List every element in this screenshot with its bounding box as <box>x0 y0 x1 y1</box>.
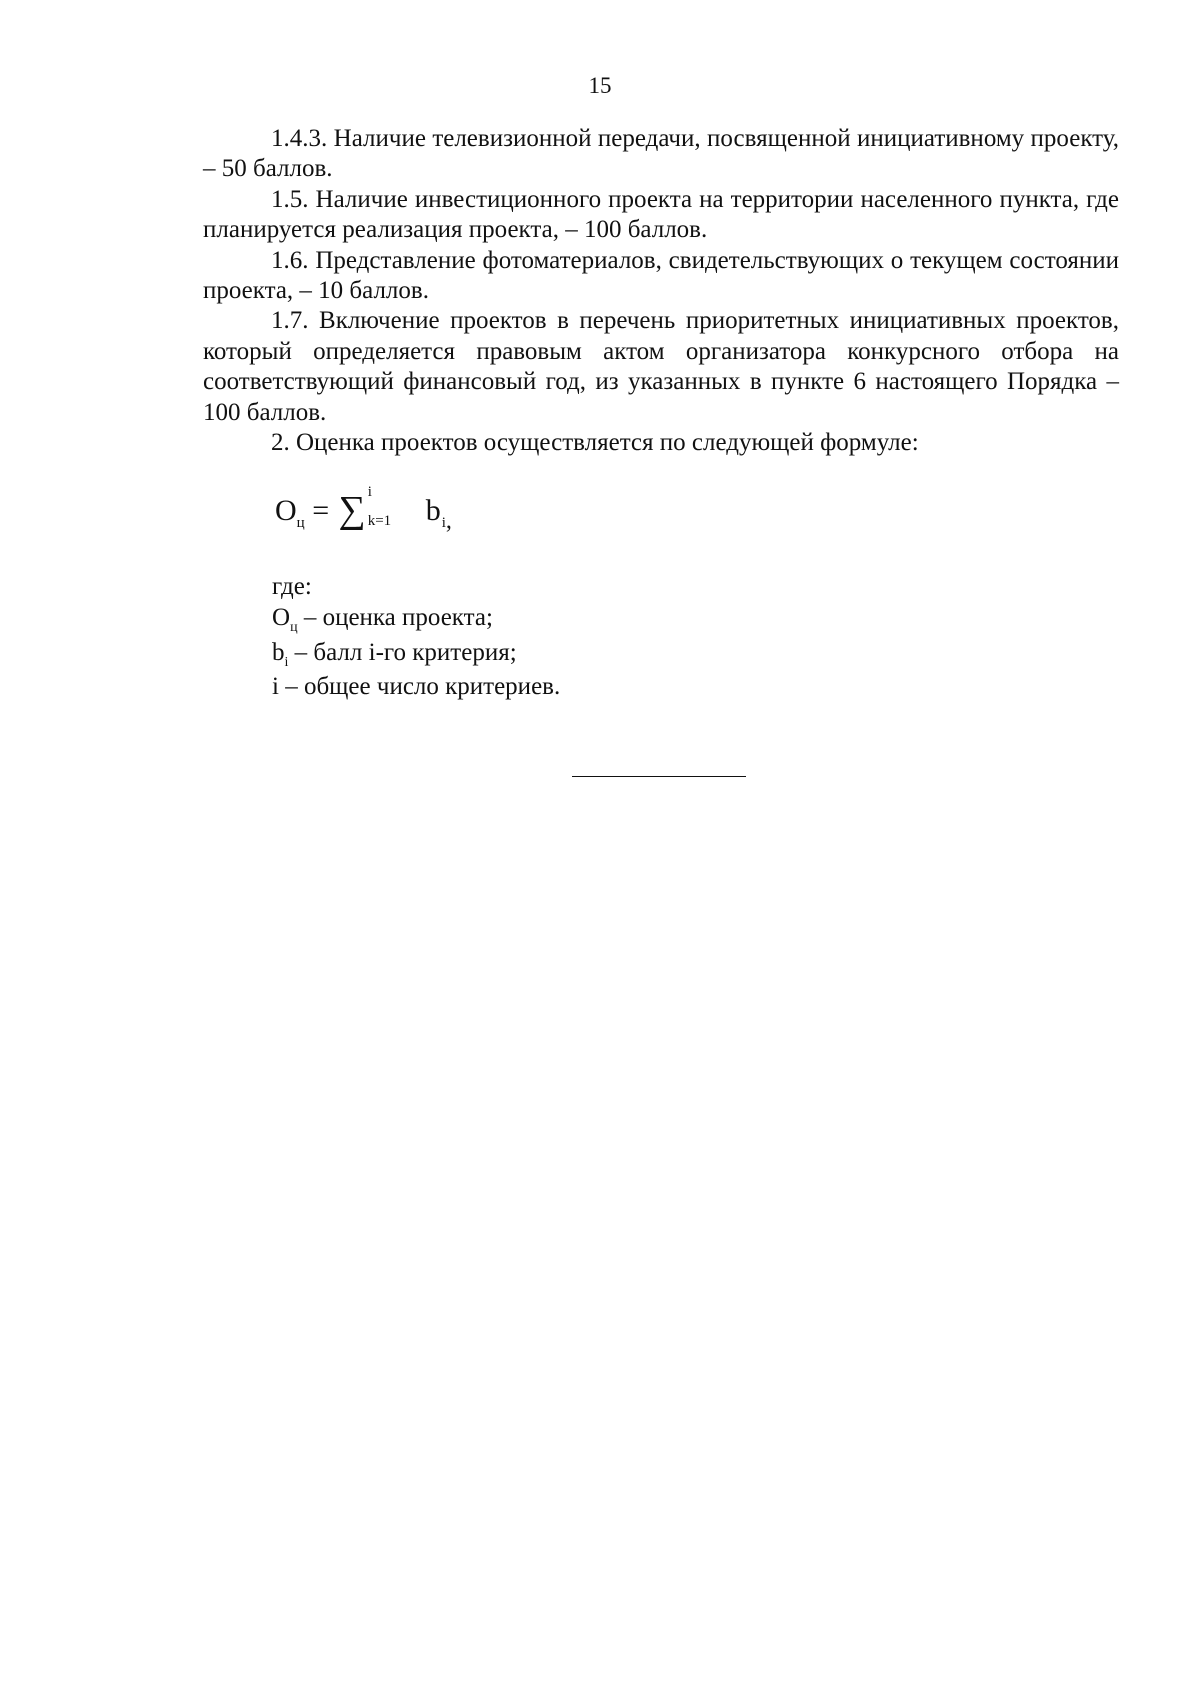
formula-lower-limit: k=1 <box>367 513 392 529</box>
formula-term: b <box>425 494 441 527</box>
legend-symbol: b <box>272 638 285 666</box>
formula-lhs-subscript: ц <box>296 515 305 531</box>
paragraph-1-4-3: 1.4.3. Наличие телевизионной передачи, посвященной инициативному проекту, – 50 баллов. <box>203 125 1119 183</box>
legend-text: – оценка проекта; <box>297 603 493 631</box>
legend-symbol: i <box>272 673 279 701</box>
paragraph-2: 2. Оценка проектов осуществляется по следующей формуле: <box>271 429 919 457</box>
paragraph-1-6: 1.6. Представление фотоматериалов, свидетельствующих о текущем состоянии проекта, – 10 баллов. <box>203 246 1119 305</box>
formula-trailing-comma: , <box>445 508 452 534</box>
score-formula <box>275 484 452 536</box>
page-number: 15 <box>588 73 612 98</box>
paragraph-1-5: 1.5. Наличие инвестиционного проекта на территории населенного пункта, где планируется реализация проекта, – 100 баллов. <box>203 185 1119 244</box>
paragraph-1-7: 1.7. Включение проектов в перечень приоритетных инициативных проектов, который определяется правовым актом организатора конкурсного отбора на соответствующий финансовый год, из указанных в пункте 6 настоящего Порядка – 100 баллов. <box>203 307 1119 426</box>
legend-symbol-subscript: ц <box>290 619 298 635</box>
formula-upper-limit: i <box>367 484 372 500</box>
formula-term-subscript: i <box>441 515 446 531</box>
legend-text: – общее число критериев. <box>278 673 561 701</box>
legend-text: – балл i-го критерия; <box>288 638 517 666</box>
formula-sum-limits <box>366 484 426 529</box>
formula-sum-sign: ∑ <box>338 489 366 531</box>
formula-lhs: О <box>275 494 297 527</box>
legend-symbol: О <box>272 603 291 631</box>
document-body <box>203 124 1119 458</box>
formula-equals: = <box>312 494 330 527</box>
legend-intro: где: <box>272 573 312 600</box>
legend-symbol-subscript: i <box>284 654 289 670</box>
legend-item-criterion-points <box>272 638 560 673</box>
legend-item-criteria-count <box>272 672 560 707</box>
end-of-document-rule <box>572 776 746 777</box>
legend-item-score <box>272 603 560 638</box>
formula-legend <box>272 572 560 707</box>
